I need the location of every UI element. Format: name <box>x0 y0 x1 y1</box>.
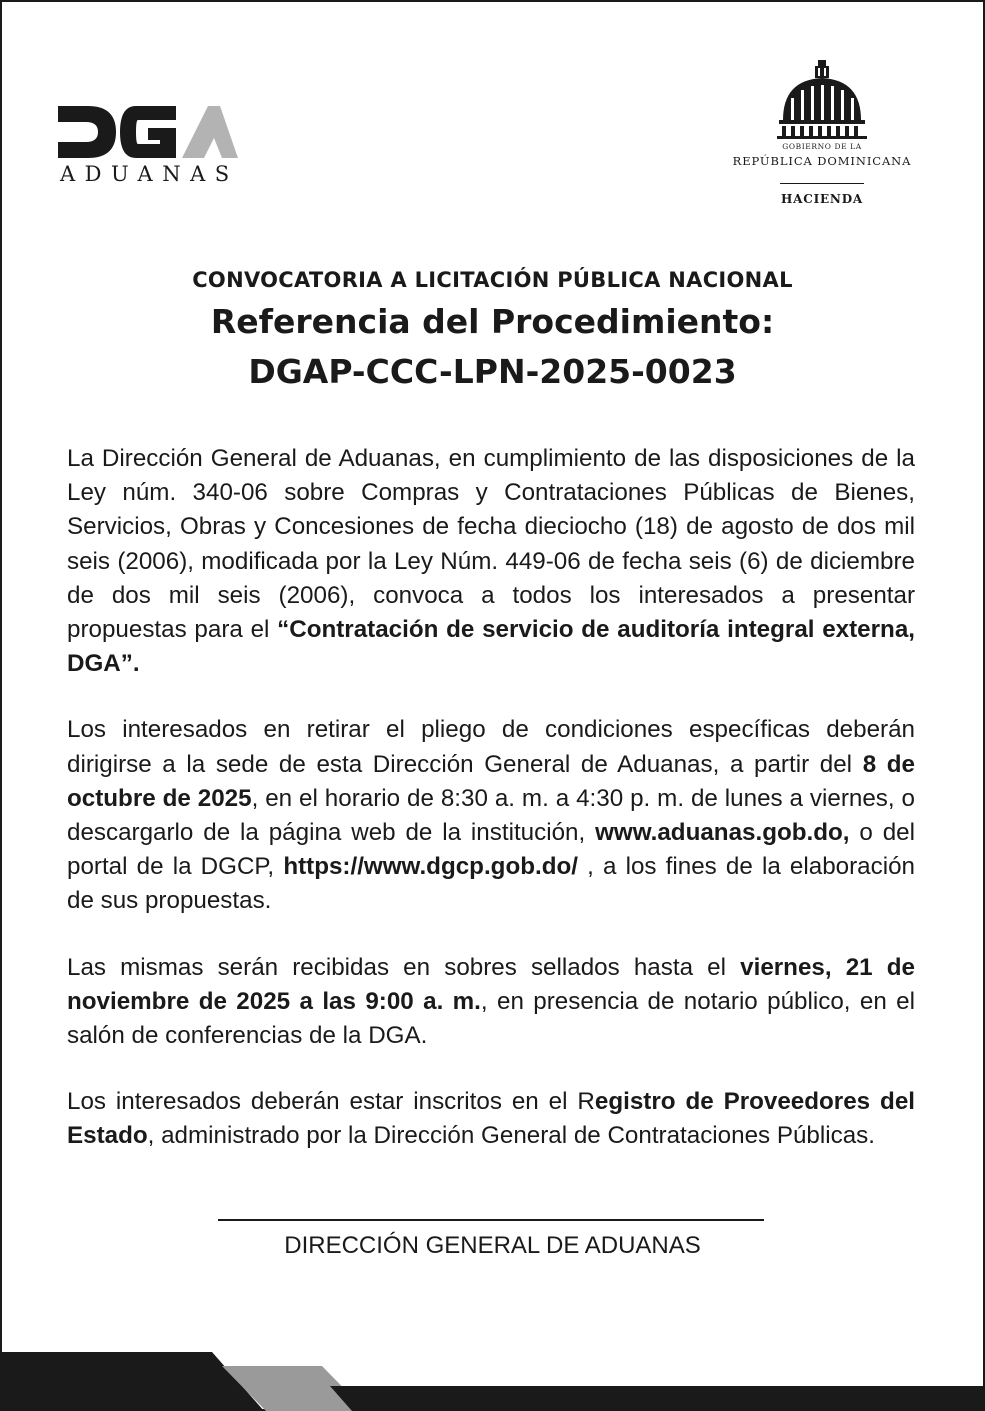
pliego-text-4: , a los fines de la elaboración de sus propuestas. <box>67 853 915 915</box>
deadline-text-1: Las mismas serán recibidas en sobres sellados hasta el <box>67 953 741 981</box>
paragraph-deadline <box>67 951 915 1054</box>
paragraph-pliego <box>67 713 915 918</box>
start-date: 8 de octubre de 2025 <box>67 750 915 812</box>
registry-text-1: Los interesados deberán estar inscritos en el R <box>67 1088 595 1116</box>
notice-header <box>0 264 985 394</box>
deadline-text-2: , en presencia de notario público, en el salón de conferencias de la DGA. <box>67 987 915 1050</box>
dga-logo-wordmark: ADUANAS <box>60 162 239 186</box>
hacienda-label: HACIENDA <box>780 192 864 206</box>
signature-name: DIRECCIÓN GENERAL DE ADUANAS <box>284 1232 701 1259</box>
paragraph-registry <box>67 1085 915 1153</box>
pliego-text-2: , en el horario de 8:30 a. m. a 4:30 p. m. de lunes a viernes, o descargarlo de la página web de la institución, <box>67 784 915 847</box>
notice-body <box>67 442 915 1186</box>
signature-line <box>218 1219 764 1221</box>
registry-text-2: , administrado por la Dirección General de Contrataciones Públicas. <box>147 1122 875 1150</box>
reference-code: DGAP-CCC-LPN-2025-0023 <box>248 352 737 391</box>
pliego-text-1: Los interesados en retirar el pliego de condiciones específicas deberán dirigirse a la sede de esta Dirección General de Aduanas, a partir del <box>67 716 915 778</box>
aduanas-link[interactable]: www.aduanas.gob.do, <box>595 819 850 847</box>
notice-title: CONVOCATORIA A LICITACIÓN PÚBLICA NACIONAL <box>192 268 793 292</box>
gobierno-logo <box>722 58 922 218</box>
dga-logo <box>58 104 243 184</box>
republica-label: REPÚBLICA DOMINICANA <box>732 154 912 168</box>
footer-decoration <box>0 1352 985 1411</box>
paragraph-intro <box>67 442 915 681</box>
dome-icon <box>777 58 867 140</box>
pliego-text-3: o del portal de la DGCP, <box>67 819 916 881</box>
service-name: “Contratación de servicio de auditoría integral externa, DGA”. <box>67 616 915 678</box>
registry-name: egistro de Proveedores del Estado <box>67 1088 915 1150</box>
deadline-date: viernes, 21 de noviembre de 2025 a las 9:00 a. m. <box>67 953 915 1015</box>
dgcp-link[interactable]: https://www.dgcp.gob.do/ <box>283 853 578 881</box>
dga-logo-mark-icon <box>58 104 238 160</box>
logo-divider <box>780 183 864 184</box>
paragraph-intro-text: La Dirección General de Aduanas, en cumplimiento de las disposiciones de la Ley núm. 340-06 sobre Compras y Contrataciones Públicas de Bienes, Servicios, Obras y Concesiones de fecha dieciocho (18) de agosto de dos mil seis (2006), modificada por la Ley Núm. 449-06 de fecha seis (6) de diciembre de dos mil seis (2006), convoca a todos los interesados a presentar propuestas para el <box>67 445 915 644</box>
reference-label: Referencia del Procedimiento: <box>210 302 775 341</box>
gobierno-small-label: GOBIERNO DE LA <box>782 142 862 151</box>
